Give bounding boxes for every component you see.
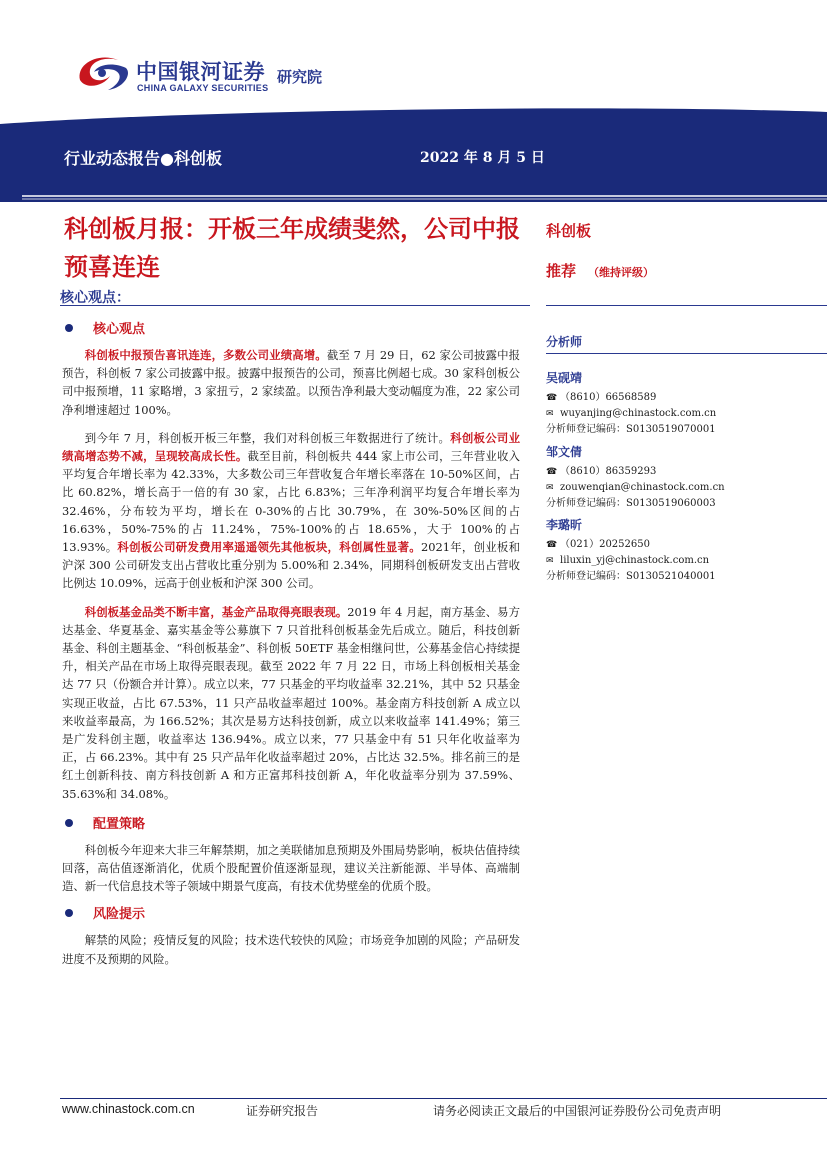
bullet-icon: [65, 909, 73, 917]
main-content: [62, 318, 520, 976]
paragraph-three-years: [62, 429, 520, 593]
report-title: 科创板月报：开板三年成绩斐然，公司中报预喜连连: [64, 214, 520, 281]
body-text: 截至目前，科创板共 444 家上市公司，三年营业收入平均复合年增长率为 42.33%，大多数公司三年营收复合年增长率落在 10-50%区间，占比 60.82%，增长高于一倍的有 30 家，占比 6.83%；三年净利润平均复合年增长率为 32.46%，分布较为平均，增长在 0-30%的占比 30.79%，在 30%-50%区间的占 16.63%，50%-75%的占 11.24%，75%-100%的占 18.65%，大于 100%的占 13.93%。: [62, 449, 520, 555]
phone-icon: ☎: [546, 540, 558, 550]
body-text: 截至 7 月 29 日，62 家公司披露中报预告，科创板 7 家公司披露中报。披露中报预告的公司，预喜比例超七成。30 家科创板公司中报预增，11 家略增，3 家扭亏，2 家续盈。以预告净利最大变动幅度为准，22 家公司净利增速超过 100%。: [62, 348, 520, 417]
footer-label: 证券研究报告: [246, 1104, 319, 1118]
title-divider: [60, 305, 530, 306]
paragraph-interim-forecast: [62, 346, 520, 419]
sector-name: 科创板: [546, 222, 592, 240]
analyst-card: [546, 443, 796, 512]
bullet-icon: [65, 819, 73, 827]
email-icon: ✉: [546, 409, 554, 419]
body-text: 2019 年 4 月起，南方基金、易方达基金、华夏基金、嘉实基金等公募旗下 7 只首批科创板基金先后成立。随后，科技创新基金、科创主题基金、“科创板基金”、科创板 50ETF 基金相继问世，公募基金信心持续提升，相关产品在市场上取得亮眼表现。截至 2022 年 7 月 22 日，市场上科创板相关基金达 77 只（份额合并计算）。成立以来，77 只基金的平均收益率 32.21%，其中 52 只基金实现正收益，占比 67.53%，11 只产品收益率超过 100%。基金南方科技创新 A 成立以来收益率最高，为 166.52%；其次是易方达科技创新，成立以来收益率 141.49%；第三是广发科创主题，收益率达 136.94%。成立以来，77 只基金中有 51 只年化收益率为正，占 66.23%。其中有 25 只产品年化收益率超过 20%，占比达 32.5%。排名前三的是红土创新科技、南方科技创新 A 和方正富邦科技创新 A，年化收益率分别为 37.59%、35.63%和 34.08%。: [62, 604, 520, 801]
paragraph-risk: 解禁的风险；疫情反复的风险；技术迭代较快的风险；市场竞争加剧的风险；产品研发进度不及预期的风险。: [62, 933, 520, 966]
brand-institute: 研究院: [277, 68, 323, 86]
footer-disclaimer: 请务必阅读正文最后的中国银河证券股份公司免责声明: [433, 1104, 722, 1118]
section-heading-core: 核心观点: [93, 322, 146, 337]
phone-icon: ☎: [546, 393, 558, 403]
analyst-email[interactable]: wuyanjing@chinastock.com.cn: [560, 408, 717, 419]
highlight-text: 科创板基金品类不断丰富，基金产品取得亮眼表现。: [84, 604, 348, 619]
analyst-email[interactable]: zouwenqian@chinastock.com.cn: [560, 482, 725, 493]
phone-icon: ☎: [546, 467, 558, 477]
rating-note: （维持评级）: [588, 266, 655, 279]
analyst-card: [546, 369, 796, 438]
analyst-phone: （021）20252650: [560, 539, 650, 550]
email-icon: ✉: [546, 556, 554, 566]
section-heading-risk: 风险提示: [93, 907, 146, 923]
analyst-name: 吴砚靖: [546, 371, 583, 385]
analyst-reg: 分析师登记编码：S0130519070001: [546, 424, 716, 435]
section-heading-allocation: 配置策略: [93, 816, 146, 832]
analyst-name: 李璐昕: [546, 518, 583, 532]
core-viewpoint-label: 核心观点：: [60, 290, 130, 306]
brand-name-cn: 中国银河证券: [136, 60, 265, 84]
highlight-text: 科创板公司研发费用率遥遥领先其他板块，科创属性显著。: [117, 540, 421, 555]
analyst-reg: 分析师登记编码：S0130519060003: [546, 498, 716, 509]
highlight-text: 科创板中报预告喜讯连连，多数公司业绩高增。: [84, 348, 327, 362]
analyst-card: [546, 516, 796, 585]
analyst-phone: （8610）66568589: [560, 392, 657, 403]
highlight-text: 科创板公司业绩高增态势不减，呈现较高成长性。: [62, 430, 520, 464]
body-text: 到今年 7 月，科创板开板三年整，我们对科创板三年数据进行了统计。: [84, 430, 451, 445]
analyst-divider: [546, 353, 827, 354]
analyst-email[interactable]: liluxin_yj@chinastock.com.cn: [560, 555, 710, 566]
sidebar-divider-top: [546, 305, 827, 306]
section-allocation: [62, 813, 520, 835]
galaxy-logo-icon: [74, 50, 132, 94]
report-type: 行业动态报告●科创板: [64, 149, 222, 168]
paragraph-allocation: 科创板今年迎来大非三年解禁期，加之美联储加息预期及外围局势影响，板块估值持续回落，高估值逐渐消化，优质个股配置价值逐渐显现，建议关注新能源、半导体、高端制造、新一代信息技术等子领域中期景气度高，有技术优势壁垒的优质个股。: [62, 842, 520, 894]
bullet-icon: [65, 324, 73, 332]
footer-url[interactable]: www.chinastock.com.cn: [62, 1102, 195, 1116]
rating-value: 推荐: [546, 262, 577, 280]
body-text: 2021年，创业板和沪深 300 公司研发支出占营收比重分别为 5.00%和 2.34%，同期科创板研发支出占营收比例达 10.09%，远高于创业板和沪深 300 公司。: [62, 540, 520, 591]
analyst-phone: （8610）86359293: [560, 466, 657, 477]
section-core: [62, 318, 520, 340]
paragraph-funds: [62, 603, 520, 803]
section-risk: [62, 903, 520, 925]
rating: [546, 260, 654, 281]
footer-divider: [60, 1098, 827, 1099]
analyst-reg: 分析师登记编码：S0130521040001: [546, 571, 716, 582]
report-date: 2022 年 8 月 5 日: [420, 150, 545, 166]
brand-name-en: CHINA GALAXY SECURITIES: [137, 83, 269, 93]
analyst-label: 分析师: [546, 335, 583, 349]
analyst-name: 邹文倩: [546, 445, 583, 459]
email-icon: ✉: [546, 483, 554, 493]
